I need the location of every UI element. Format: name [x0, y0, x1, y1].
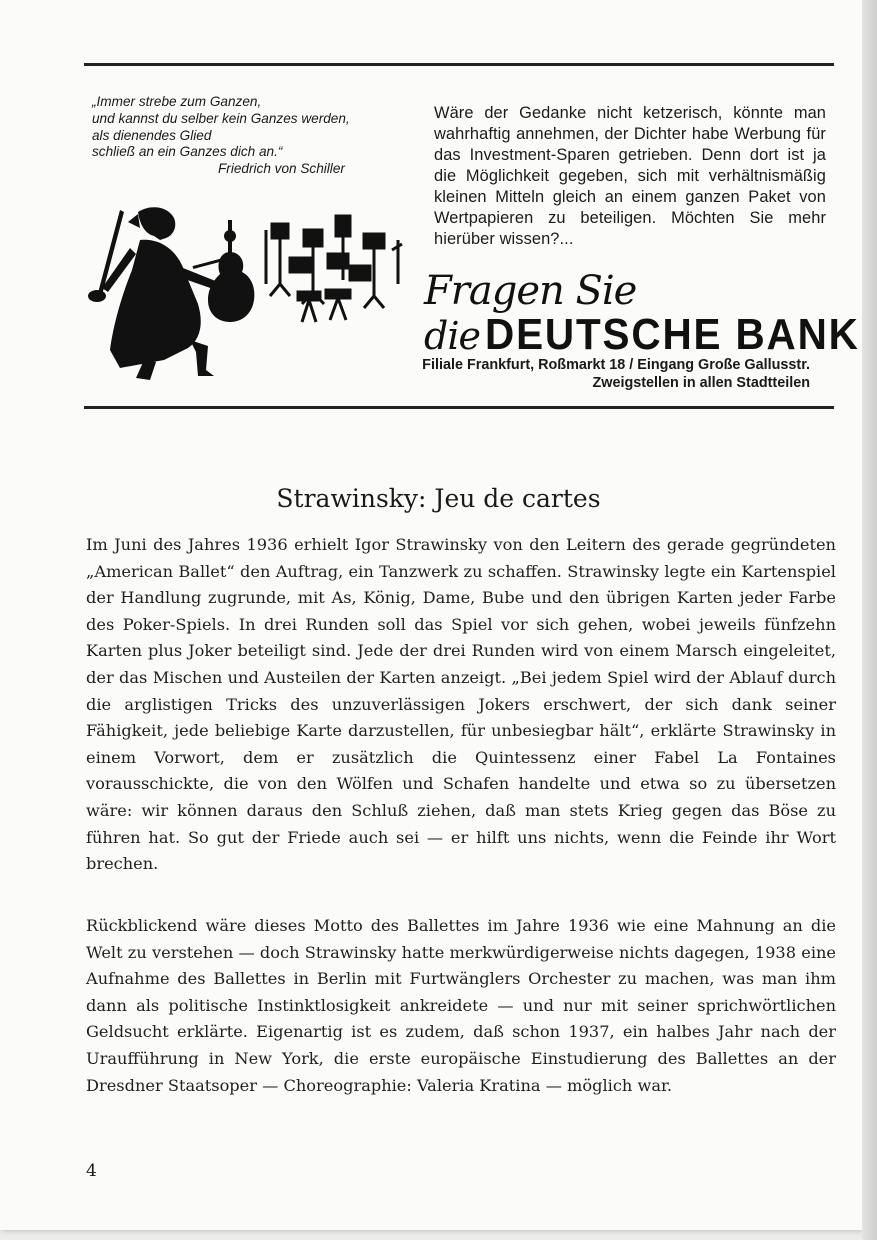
ad-body-text: Wäre der Gedanke nicht ketzerisch, könnte man wahrhaftig annehmen, der Dichter habe Werbung für das Investment-Sparen getrieben. Denn dort ist ja die Möglichkeit gegeben, sich mit verhältnismäßig kleinen Mitteln gleich an einem ganzen Paket von Wertpapieren zu beteiligen. Möchten Sie mehr hierüber wissen?...	[434, 104, 826, 248]
article-title: Strawinsky: Jeu de cartes	[276, 484, 601, 513]
ad-top-rule	[84, 63, 834, 66]
schiller-quote	[92, 94, 412, 178]
branch-address: Filiale Frankfurt, Roßmarkt 18 / Eingang Große Gallusstr.	[422, 357, 810, 373]
ad-bottom-rule	[84, 406, 834, 409]
bank-logo	[424, 310, 877, 360]
page-number: 4	[86, 1161, 97, 1181]
page-edge	[862, 0, 877, 1240]
bank-logo-die: die	[424, 314, 480, 358]
quote-author: Friedrich von Schiller	[218, 161, 345, 177]
quote-line: schließ an ein Ganzes dich an.“	[92, 144, 283, 160]
branch-note: Zweigstellen in allen Stadtteilen	[592, 375, 810, 391]
quote-line: als dienendes Glied	[92, 127, 212, 143]
article-paragraph: Rückblickend wäre dieses Motto des Ballettes im Jahre 1936 wie eine Mahnung an die Welt zu verstehen — doch Strawinsky hatte merkwürdigerweise nichts dagegen, 1938 eine Aufnahme des Ballettes in Berlin mit Furtwänglers Orchester zu machen, was man ihm dann als politische Instinktlosigkeit ankreidete — und nur mit seiner sprichwörtlichen Geldsucht erklärte. Eigenartig ist es zudem, daß schon 1937, ein halbes Jahr nach der Uraufführung in New York, die erste europäische Einstudierung des Ballettes an der Dresdner Staatsoper — Choreographie: Valeria Kratina — möglich war.	[86, 916, 836, 1095]
quote-line: „Immer strebe zum Ganzen,	[92, 94, 262, 109]
ad-slogan: Fragen Sie	[424, 268, 637, 314]
article-paragraph: Im Juni des Jahres 1936 erhielt Igor Strawinsky von den Leitern des gerade gegründeten „American Ballet“ den Auftrag, ein Tanzwerk zu schaffen. Strawinsky legte ein Kartenspiel der Handlung zugrunde, mit As, König, Dame, Bube und den übrigen Karten jeder Farbe des Poker-Spiels. In drei Runden soll das Spiel vor sich gehen, wobei jeweils fünfzehn Karten plus Joker beteiligt sind. Jede der drei Runden wird von einem Marsch eingeleitet, der das Mischen und Austeilen der Karten anzeigt. „Bei jedem Spiel wird der Ablauf durch die arglistigen Tricks des unzuverlässigen Jokers erschwert, der sich dank seiner Fähigkeit, jede beliebige Karte darzustellen, für unbesiegbar hält“, erklärte Strawinsky in einem Vorwort, dem er zusätzlich die Quintessenz einer Fabel La Fontaines vorausschickte, die von den Wölfen und Schafen handelte und etwa so zu übersetzen wäre: wir können daraus den Schluß ziehen, daß man stets Krieg gegen das Böse zu führen hat. So gut der Friede auch sei — er hilft uns nichts, wenn die Feinde ihr Wort brechen.	[86, 535, 836, 874]
bank-name: DEUTSCHE BANK	[485, 310, 860, 359]
conductor-silhouette-icon	[88, 207, 218, 380]
music-stands-icon	[266, 216, 402, 322]
quote-line: und kannst du selber kein Ganzes werden,	[92, 110, 350, 126]
cello-icon	[193, 220, 255, 322]
